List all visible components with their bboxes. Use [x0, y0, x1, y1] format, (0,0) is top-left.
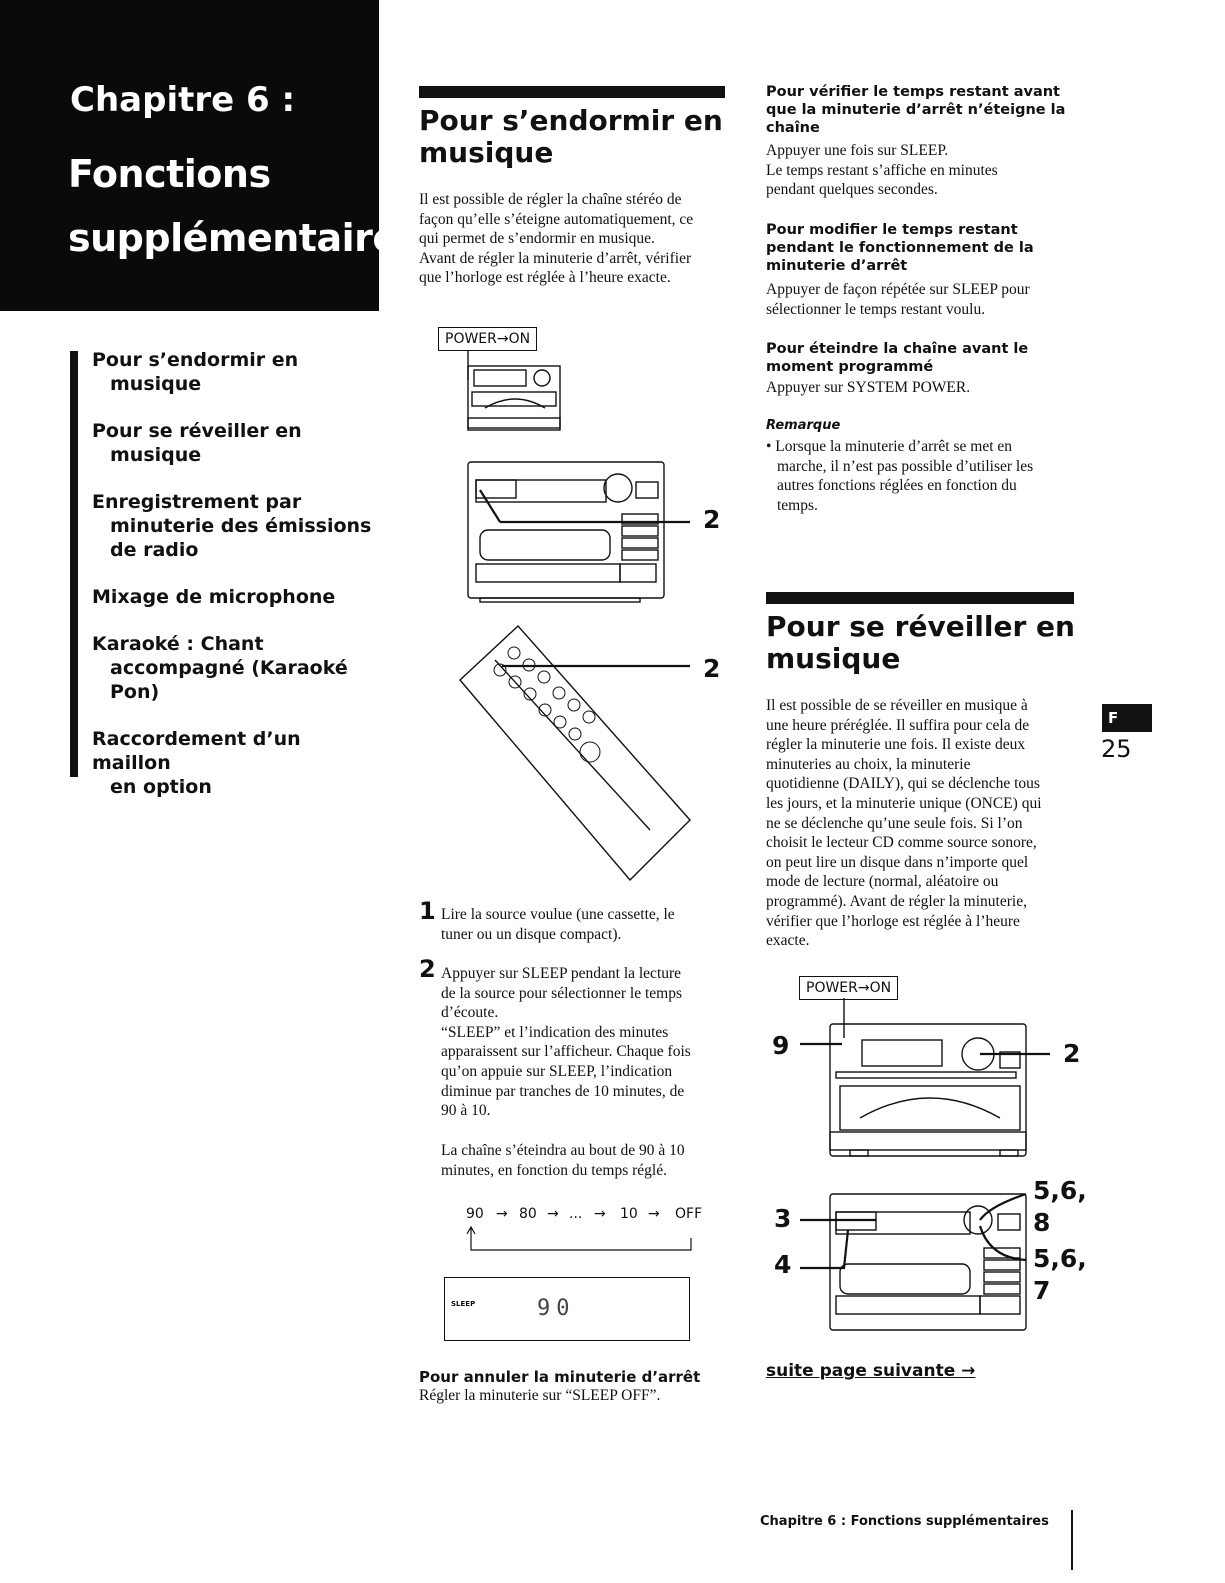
- sleep-display: [444, 1277, 690, 1341]
- power-on-label: POWER→ON: [438, 327, 537, 351]
- step-2-number: 2: [419, 955, 436, 983]
- footer-rule: [1071, 1510, 1073, 1570]
- callout-568-b: 8: [1033, 1208, 1051, 1237]
- callout-2c: 2: [1063, 1039, 1081, 1068]
- display-value: 90: [537, 1296, 576, 1321]
- toc-bar: [70, 351, 78, 777]
- seq-dots: ...: [569, 1206, 583, 1222]
- display-sleep-label: SLEEP: [451, 1300, 476, 1308]
- seq-80: 80: [519, 1206, 537, 1222]
- toc-item-karaoke[interactable]: Karaoké : Chant accompagné (Karaoké Pon): [92, 633, 348, 703]
- toc-item-sleep[interactable]: Pour s’endormir en musique: [92, 349, 299, 395]
- callout-3: 3: [774, 1204, 792, 1233]
- seq-10: 10: [620, 1206, 638, 1222]
- footer-running-title: Chapitre 6 : Fonctions supplémentaires: [760, 1514, 1049, 1529]
- chapter-title-line1: Fonctions: [68, 152, 271, 196]
- remark-heading: Remarque: [766, 418, 841, 433]
- modify-heading: Pour modifier le temps restant pendant le fonctionnement de la minuterie d’arrêt: [766, 222, 1034, 274]
- callout-568-a: 5,6,: [1033, 1176, 1087, 1205]
- sleep-intro: Il est possible de régler la chaîne stéréo de façon qu’elle s’éteigne automatiquement, ce qui permet de s’endormir en musique. Avant de régler la minuterie d’arrêt, vérifier que l’horloge est réglée à l’heure exacte.: [419, 191, 694, 287]
- toc-item-wake[interactable]: Pour se réveiller en musique: [92, 420, 302, 466]
- sleep-sequence: 90 → 80 → ... → 10 → OFF: [466, 1206, 716, 1256]
- check-heading: Pour vérifier le temps restant avant que la minuterie d’arrêt n’éteigne la chaîne: [766, 84, 1066, 136]
- sleep-illustration: [440, 350, 740, 890]
- step-1-text: Lire la source voulue (une cassette, le tuner ou un disque compact).: [441, 906, 675, 943]
- cancel-heading: Pour annuler la minuterie d’arrêt: [419, 1368, 701, 1386]
- wake-illustration: [800, 998, 1050, 1338]
- continue-link[interactable]: suite page suivante →: [766, 1361, 976, 1381]
- off-heading: Pour éteindre la chaîne avant le moment programmé: [766, 341, 1029, 375]
- step-1-number: 1: [419, 897, 436, 925]
- callout-2b: 2: [703, 654, 721, 683]
- step-2-text: Appuyer sur SLEEP pendant la lecture de la source pour sélectionner le temps d’écoute. “SLEEP” et l’indication des minutes apparaissent sur l’afficheur. Chaque fois qu’on appuie sur SLEEP, l’indication diminue par tranches de 10 minutes, de 90 à 10.: [441, 965, 691, 1120]
- language-tab: F: [1102, 704, 1152, 732]
- remark-text: • Lorsque la minuterie d’arrêt se met en marche, il n’est pas possible d’utiliser les autres fonctions réglées en fonction du temps.: [766, 438, 1034, 514]
- step-2-note: La chaîne s’éteindra au bout de 90 à 10 minutes, en fonction du temps réglé.: [441, 1142, 685, 1179]
- chapter-label: Chapitre 6 :: [70, 80, 296, 120]
- wake-title: Pour se réveiller en musique: [766, 610, 1075, 675]
- callout-567-b: 7: [1033, 1276, 1051, 1305]
- power-on-label-2: POWER→ON: [799, 976, 898, 1000]
- chapter-banner: [0, 0, 420, 311]
- callout-9: 9: [772, 1031, 790, 1060]
- off-text: Appuyer sur SYSTEM POWER.: [766, 379, 971, 396]
- modify-text: Appuyer de façon répétée sur SLEEP pour sélectionner le temps restant voulu.: [766, 281, 1030, 318]
- page-number: 25: [1101, 735, 1132, 763]
- toc-item-timer-recording[interactable]: Enregistrement par minuterie des émissions de radio: [92, 491, 372, 561]
- seq-90: 90: [466, 1206, 484, 1222]
- cancel-text: Régler la minuterie sur “SLEEP OFF”.: [419, 1387, 661, 1404]
- sleep-title: Pour s’endormir en musique: [419, 104, 723, 169]
- toc-item-optional-component[interactable]: Raccordement d’un maillon en option: [92, 728, 301, 798]
- check-text: Appuyer une fois sur SLEEP. Le temps restant s’affiche en minutes pendant quelques secondes.: [766, 142, 998, 199]
- section-rule-wake: [766, 592, 1074, 604]
- chapter-title-line2: supplémentaires: [68, 216, 420, 260]
- callout-4: 4: [774, 1250, 792, 1279]
- toc-item-mic-mixing[interactable]: Mixage de microphone: [92, 586, 336, 608]
- section-rule-sleep: [419, 86, 725, 98]
- callout-2a: 2: [703, 505, 721, 534]
- seq-off: OFF: [675, 1206, 703, 1222]
- wake-intro: Il est possible de se réveiller en musique à une heure préréglée. Il suffira pour cela de régler la minuterie une fois. Il existe deux minuteries au choix, la minuterie quotidienne (DAILY), qui se déclenche tous les jours, et la minuterie unique (ONCE) qui ne se déclenche qu’une seule fois. Si l’on choisit le lecteur CD comme source sonore, on peut lire un disque dans n’importe quel mode de lecture (normal, aléatoire ou programmé). Avant de régler la minuterie, vérifier que l’horloge est réglée à l’heure exacte.: [766, 697, 1042, 950]
- callout-567-a: 5,6,: [1033, 1244, 1087, 1273]
